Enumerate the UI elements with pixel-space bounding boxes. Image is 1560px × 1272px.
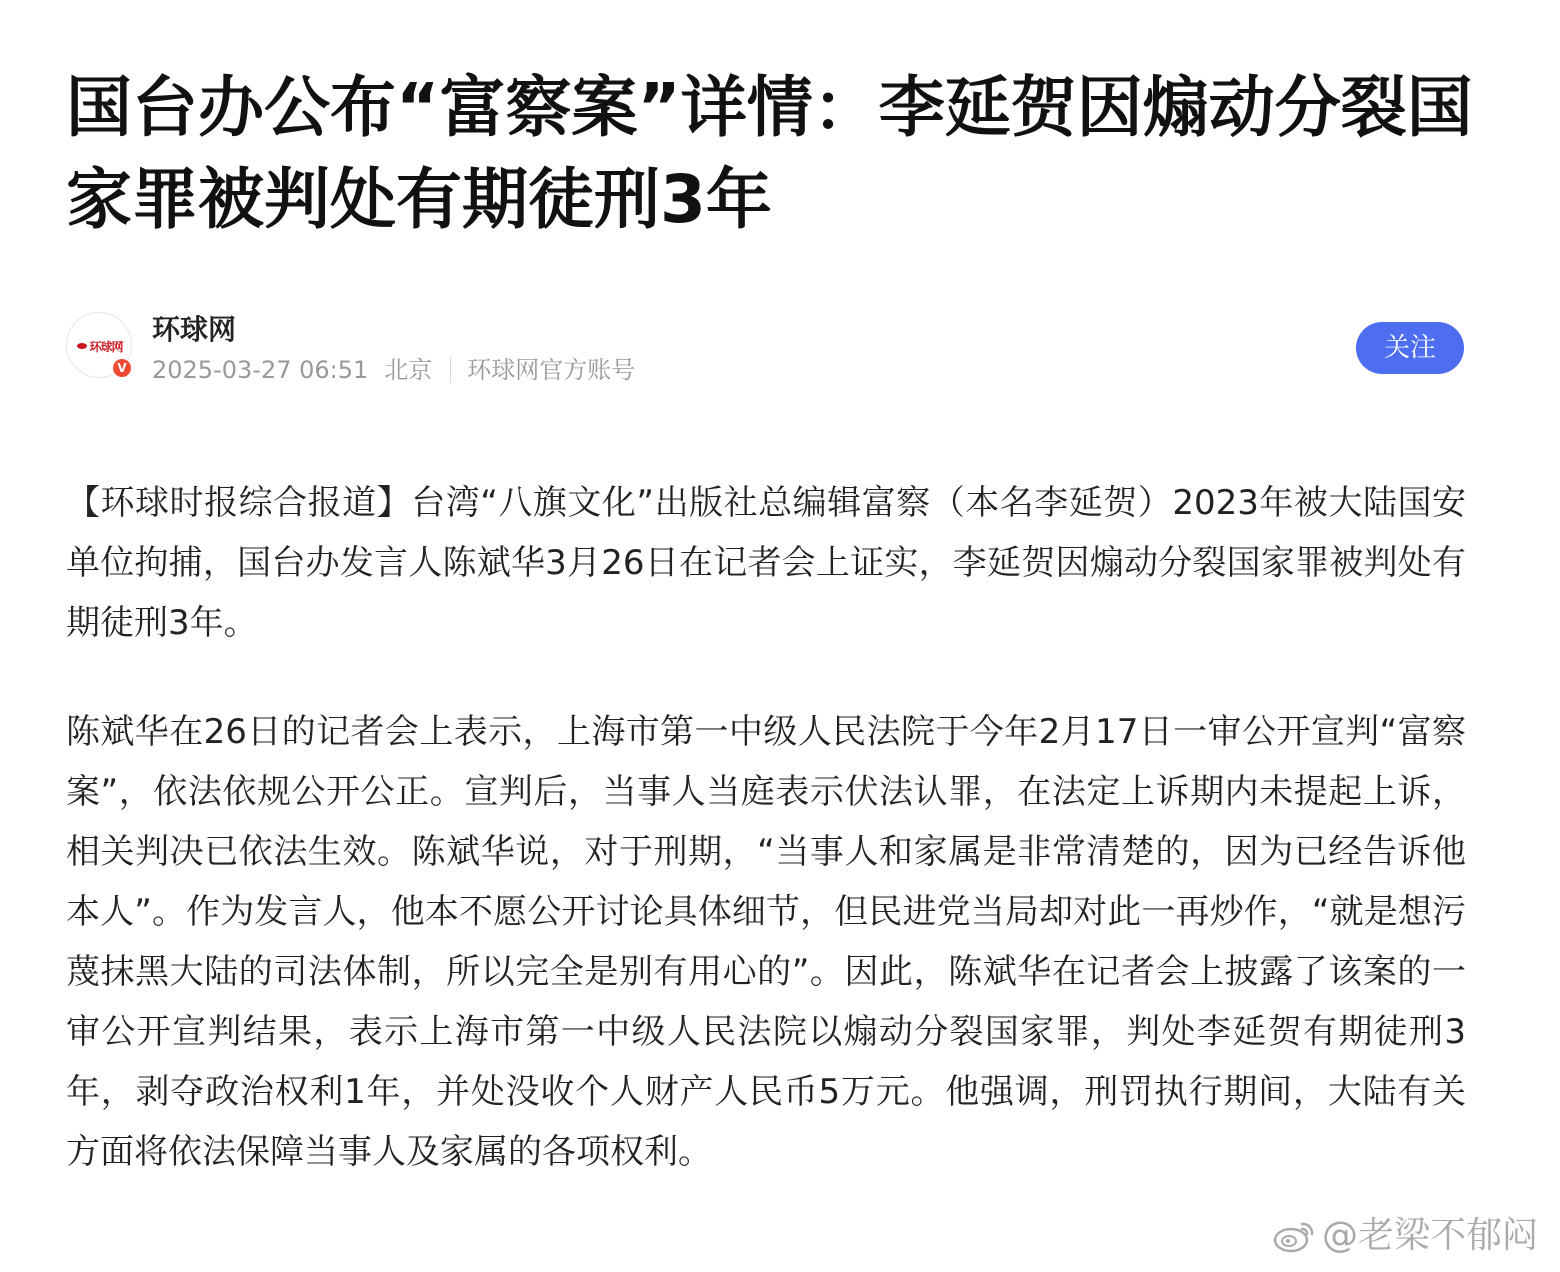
publish-location: 北京 (384, 356, 433, 384)
author-name[interactable]: 环球网 (152, 313, 237, 346)
watermark (1272, 1214, 1538, 1258)
avatar-logo-text: 环球网 (89, 339, 123, 354)
article-title: 国台办公布“富察案”详情：李延贺因煽动分裂国家罪被判处有期徒刑3年 (66, 69, 1473, 238)
weibo-icon (1272, 1218, 1316, 1254)
author-bar (66, 312, 1466, 382)
account-type-label: 环球网官方账号 (467, 356, 636, 384)
verified-badge-icon: V (111, 357, 133, 379)
huanqiu-logo-icon (71, 336, 129, 356)
follow-button[interactable]: 关注 (1356, 322, 1464, 374)
article-paragraph: 陈斌华在26日的记者会上表示，上海市第一中级人民法院于今年2月17日一审公开宣判“富察案”，依法依规公开公正。宣判后，当事人当庭表示伏法认罪，在法定上诉期内未提起上诉，相关判决已依法生效。陈斌华说，对于刑期，“当事人和家属是非常清楚的，因为已经告诉他本人”。作为发言人，他本不愿公开讨论具体细节，但民进党当局却对此一再炒作，“就是想污蔑抹黑大陆的司法体制，所以完全是别有用心的”。因此，陈斌华在记者会上披露了该案的一审公开宣判结果，表示上海市第一中级人民法院以煽动分裂国家罪，判处李延贺有期徒刑3年，剥夺政治权利1年，并处没收个人财产人民币5万元。他强调，刑罚执行期间，大陆有关方面将依法保障当事人及家属的各项权利。 (66, 712, 1466, 1172)
article-meta (152, 354, 635, 386)
watermark-text: @老梁不郁闷 (1321, 1215, 1538, 1256)
publish-datetime: 2025-03-27 06:51 (152, 356, 369, 384)
avatar[interactable] (66, 312, 132, 378)
meta-divider (450, 357, 451, 383)
article-paragraph: 【环球时报综合报道】台湾“八旗文化”出版社总编辑富察（本名李延贺）2023年被大陆国安单位拘捕，国台办发言人陈斌华3月26日在记者会上证实，李延贺因煽动分裂国家罪被判处有期徒刑3年。 (66, 483, 1466, 643)
